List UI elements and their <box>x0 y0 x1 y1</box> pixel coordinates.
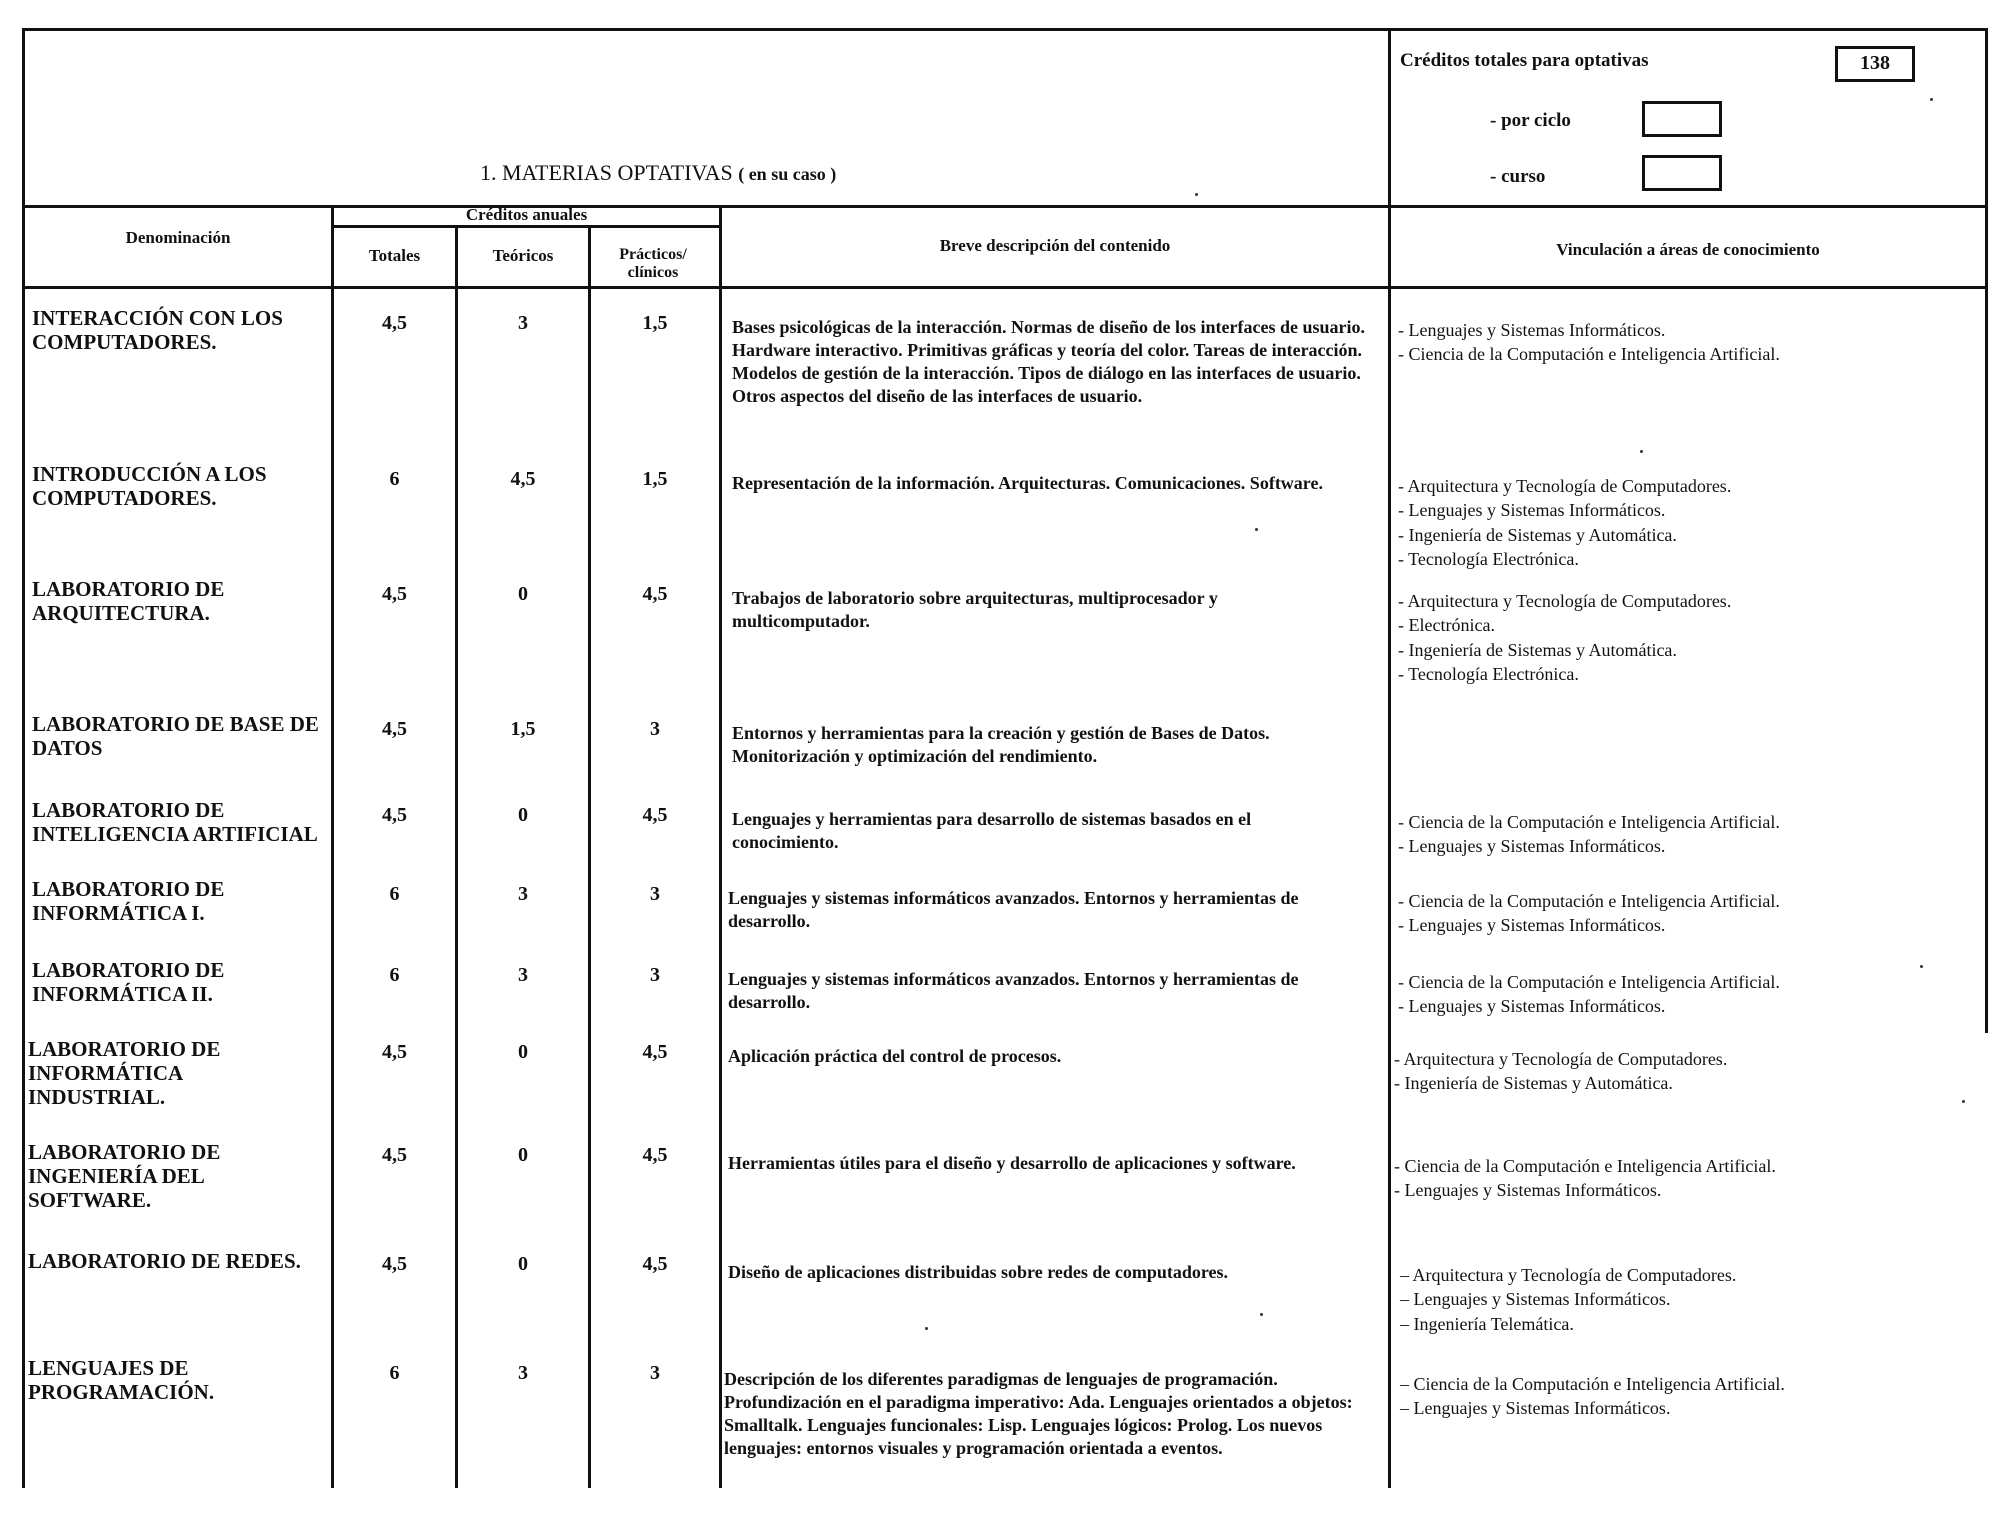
subject-name: LABORATORIO DE BASE DE DATOS <box>32 712 319 761</box>
knowledge-areas <box>1398 889 1780 938</box>
content-description: Herramientas útiles para el diseño y desarrollo de aplicaciones y software. <box>728 1153 1296 1173</box>
area-item: - Electrónica. <box>1398 615 1495 636</box>
header-bottom-line <box>22 205 1988 208</box>
scan-speck <box>925 1327 928 1330</box>
area-item: - Lenguajes y Sistemas Informáticos. <box>1394 1180 1662 1201</box>
course-label: - curso <box>1490 166 1546 187</box>
top-border <box>22 28 1988 31</box>
credits-total: 4,5 <box>382 312 407 334</box>
knowledge-areas <box>1400 1372 1785 1421</box>
content-description: Lenguajes y sistemas informáticos avanzados. Entornos y herramientas de desarrollo. <box>728 969 1299 1013</box>
credits-theoretical: 0 <box>518 804 528 826</box>
subject-name: INTERACCIÓN CON LOS COMPUTADORES. <box>32 306 283 355</box>
credits-total: 6 <box>389 468 400 490</box>
subject-name: LABORATORIO DE INGENIERÍA DEL SOFTWARE. <box>28 1140 221 1213</box>
credits-total: 4,5 <box>382 1144 407 1166</box>
credits-theoretical: 0 <box>518 1144 528 1166</box>
scan-speck <box>1255 528 1258 531</box>
credits-total: 6 <box>389 1362 400 1384</box>
credits-theoretical: 3 <box>518 312 528 334</box>
scan-speck <box>1930 98 1933 101</box>
scan-speck <box>1195 193 1198 196</box>
credits-practical: 1,5 <box>642 312 668 334</box>
area-item: - Tecnología Electrónica. <box>1398 548 1579 569</box>
credits-total: 6 <box>389 964 400 986</box>
area-item: - Arquitectura y Tecnología de Computadores. <box>1398 476 1732 496</box>
credits-total: 4,5 <box>382 583 407 605</box>
knowledge-areas <box>1398 474 1731 571</box>
credits-group-line <box>331 225 719 228</box>
area-item: - Ingeniería de Sistemas y Automática. <box>1398 639 1677 660</box>
per-cycle-label: - por ciclo <box>1490 110 1571 131</box>
area-item: - Ciencia de la Computación e Inteligencia Artificial. <box>1398 812 1780 832</box>
col-line-4 <box>719 205 722 1488</box>
credits-total: 4,5 <box>382 804 407 826</box>
knowledge-areas <box>1398 970 1780 1019</box>
area-item: - Lenguajes y Sistemas Informáticos. <box>1398 996 1666 1017</box>
credits-theoretical: 0 <box>518 1253 528 1275</box>
subject-name: LABORATORIO DE INFORMÁTICA I. <box>32 877 225 926</box>
credits-practical: 3 <box>650 1362 660 1384</box>
right-border <box>1985 28 1988 1033</box>
credits-practical: 3 <box>650 883 660 905</box>
area-item: - Ciencia de la Computación e Inteligencia Artificial. <box>1398 344 1780 365</box>
knowledge-areas <box>1400 1263 1736 1336</box>
area-item: - Arquitectura y Tecnología de Computadores. <box>1394 1049 1728 1069</box>
area-item: - Lenguajes y Sistemas Informáticos. <box>1398 500 1666 521</box>
col-header-name: Denominación <box>125 228 231 247</box>
area-item: - Tecnología Electrónica. <box>1398 663 1579 684</box>
area-item: - Arquitectura y Tecnología de Computadores. <box>1398 591 1732 611</box>
area-item: - Lenguajes y Sistemas Informáticos. <box>1398 915 1666 936</box>
area-item: - Ciencia de la Computación e Inteligencia Artificial. <box>1394 1156 1776 1176</box>
subject-name: LABORATORIO DE REDES. <box>28 1249 301 1273</box>
content-description: Aplicación práctica del control de procesos. <box>728 1046 1062 1066</box>
subject-name: LABORATORIO DE ARQUITECTURA. <box>32 577 225 626</box>
col-header-description: Breve descripción del contenido <box>939 236 1171 255</box>
section-heading <box>480 160 980 185</box>
content-description: Diseño de aplicaciones distribuidas sobre redes de computadores. <box>728 1262 1229 1282</box>
knowledge-areas <box>1394 1154 1776 1203</box>
area-item: – Ciencia de la Computación e Inteligencia Artificial. <box>1400 1374 1785 1394</box>
subject-name: LABORATORIO DE INFORMÁTICA INDUSTRIAL. <box>28 1037 221 1110</box>
subject-name: LABORATORIO DE INFORMÁTICA II. <box>32 958 225 1007</box>
credits-theoretical: 0 <box>518 1041 528 1063</box>
content-description: Lenguajes y herramientas para desarrollo de sistemas basados en el conocimiento. <box>732 809 1252 853</box>
credits-practical: 1,5 <box>642 468 668 490</box>
content-description: Trabajos de laboratorio sobre arquitecturas, multiprocesador y multicomputador. <box>732 588 1218 632</box>
credits-practical: 4,5 <box>642 1144 668 1166</box>
course-box <box>1642 155 1722 191</box>
area-item: – Arquitectura y Tecnología de Computadores. <box>1400 1265 1737 1285</box>
subject-name: INTRODUCCIÓN A LOS COMPUTADORES. <box>32 462 267 511</box>
column-header-bottom-line <box>22 286 1988 289</box>
knowledge-areas <box>1394 1047 1727 1096</box>
knowledge-areas <box>1398 589 1731 686</box>
credits-theoretical: 0 <box>518 583 528 605</box>
scan-speck <box>1962 1100 1965 1103</box>
credits-theoretical: 1,5 <box>510 718 536 740</box>
area-item: – Lenguajes y Sistemas Informáticos. <box>1400 1289 1671 1310</box>
area-item: - Ingeniería de Sistemas y Automática. <box>1398 524 1677 545</box>
credits-practical: 4,5 <box>642 583 668 605</box>
credits-practical: 3 <box>650 964 660 986</box>
content-description: Entornos y herramientas para la creación y gestión de Bases de Datos. Monitorización y optimización del rendimiento. <box>732 723 1270 767</box>
credits-total: 4,5 <box>382 1253 407 1275</box>
credits-practical: 4,5 <box>642 1253 668 1275</box>
col-header-annual-credits: Créditos anuales <box>465 205 588 224</box>
content-description: Bases psicológicas de la interacción. Normas de diseño de los interfaces de usuario. Hardware interactivo. Primitivas gráficas y teoría del color. Tareas de interacción. Modelos de gestión de la interacción. Tipos de diálogo en las interfaces de usuario. Otros aspectos del diseño de las interfaces de usuario. <box>732 317 1365 407</box>
scan-speck <box>1260 1313 1263 1316</box>
knowledge-areas <box>1398 810 1780 859</box>
credits-theoretical: 3 <box>518 1362 528 1384</box>
credits-total: 4,5 <box>382 718 407 740</box>
knowledge-areas <box>1398 318 1780 367</box>
subject-name: LENGUAJES DE PROGRAMACIÓN. <box>28 1356 215 1405</box>
credits-theoretical: 3 <box>518 883 528 905</box>
col-line-1 <box>331 205 334 1488</box>
subject-name: LABORATORIO DE INTELIGENCIA ARTIFICIAL <box>32 798 318 847</box>
col-header-total: Totales <box>368 246 421 265</box>
scan-speck <box>1920 965 1923 968</box>
credits-theoretical: 3 <box>518 964 528 986</box>
area-item: - Lenguajes y Sistemas Informáticos. <box>1398 320 1666 340</box>
content-description: Representación de la información. Arquitecturas. Comunicaciones. Software. <box>732 473 1323 493</box>
col-header-areas: Vinculación a áreas de conocimiento <box>1556 240 1820 259</box>
area-item: – Lenguajes y Sistemas Informáticos. <box>1400 1398 1671 1419</box>
content-description: Lenguajes y sistemas informáticos avanzados. Entornos y herramientas de desarrollo. <box>728 888 1299 932</box>
content-description: Descripción de los diferentes paradigmas de lenguajes de programación. Profundización en el paradigma imperativo: Ada. Lenguajes orientados a objetos: Smalltalk. Lenguajes funcionales: Lisp. Lenguajes lógicos: Prolog. Los nuevos lenguajes: entornos visuales y programación orientada a eventos. <box>724 1369 1353 1459</box>
col-header-theoretical: Teóricos <box>492 246 554 265</box>
area-item: - Lenguajes y Sistemas Informáticos. <box>1398 836 1666 857</box>
credits-total: 4,5 <box>382 1041 407 1063</box>
col-line-3 <box>588 225 591 1488</box>
section-note: ( en su caso ) <box>738 164 837 184</box>
credits-practical: 3 <box>650 718 660 740</box>
section-title: 1. MATERIAS OPTATIVAS <box>480 160 733 185</box>
col-header-practical: Prácticos/ clínicos <box>619 246 687 282</box>
area-item: - Ciencia de la Computación e Inteligencia Artificial. <box>1398 972 1780 992</box>
credits-total: 6 <box>389 883 400 905</box>
credits-practical: 4,5 <box>642 804 668 826</box>
scan-speck <box>1640 450 1643 453</box>
per-cycle-box <box>1642 101 1722 137</box>
total-credits-label: Créditos totales para optativas <box>1400 50 1649 71</box>
area-item: - Ingeniería de Sistemas y Automática. <box>1394 1073 1673 1094</box>
total-credits-box: 138 <box>1835 46 1915 82</box>
credits-theoretical: 4,5 <box>510 468 536 490</box>
area-item: - Ciencia de la Computación e Inteligencia Artificial. <box>1398 891 1780 911</box>
col-line-2 <box>455 225 458 1488</box>
area-item: – Ingeniería Telemática. <box>1400 1313 1574 1334</box>
credits-practical: 4,5 <box>642 1041 668 1063</box>
